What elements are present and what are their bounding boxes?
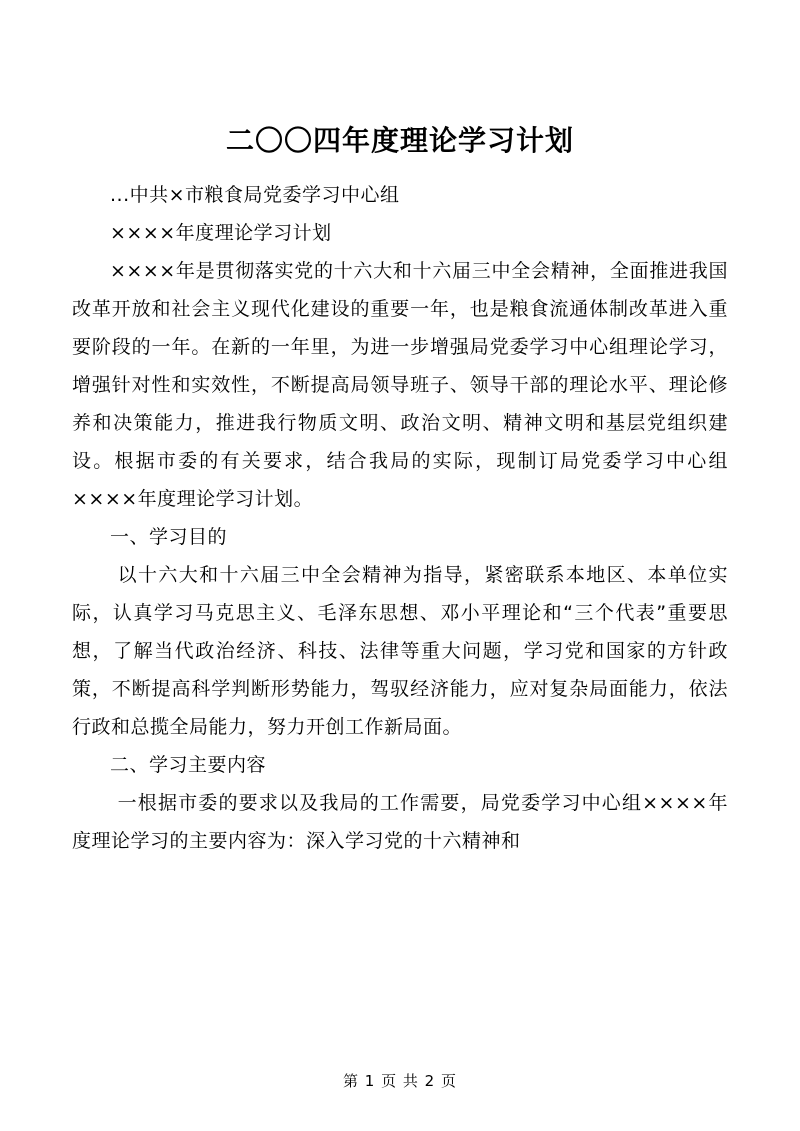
document-body (72, 176, 728, 860)
page-title: 二〇〇四年度理论学习计划 (225, 124, 574, 157)
section-heading-1: 一、学习目的 (110, 526, 228, 548)
paragraph-5: 一根据市委的要求以及我局的工作需要，局党委学习中心组××××年度理论学习的主要内容为：深入学习党的十六精神和 (72, 792, 728, 852)
section-heading-2: 二、学习主要内容 (110, 754, 267, 776)
paragraph-4: 以十六大和十六届三中全会精神为指导，紧密联系本地区、本单位实际，认真学习马克思主义、毛泽东思想、邓小平理论和“三个代表”重要思想，了解当代政治经济、科技、法律等重大问题，学习党和国家的方针政策，不断提高科学判断形势能力，驾驭经济能力，应对复杂局面能力，依法行政和总揽全局能力，努力开创工作新局面。 (72, 564, 728, 738)
paragraph-3: ××××年是贯彻落实党的十六大和十六届三中全会精神，全面推进我国改革开放和社会主义现代化建设的重要一年，也是粮食流通体制改革进入重要阶段的一年。在新的一年里，为进一步增强局党委学习中心组理论学习，增强针对性和实效性，不断提高局领导班子、领导干部的理论水平、理论修养和决策能力，推进我行物质文明、政治文明、精神文明和基层党组织建设。根据市委的有关要求，结合我局的实际，现制订局党委学习中心组××××年度理论学习计划。 (72, 260, 728, 510)
paragraph-2: ××××年度理论学习计划 (110, 222, 332, 244)
paragraph-1: ...中共×市粮食局党委学习中心组 (110, 184, 400, 206)
page-footer: 第 1 页 共 2 页 (343, 1072, 457, 1090)
